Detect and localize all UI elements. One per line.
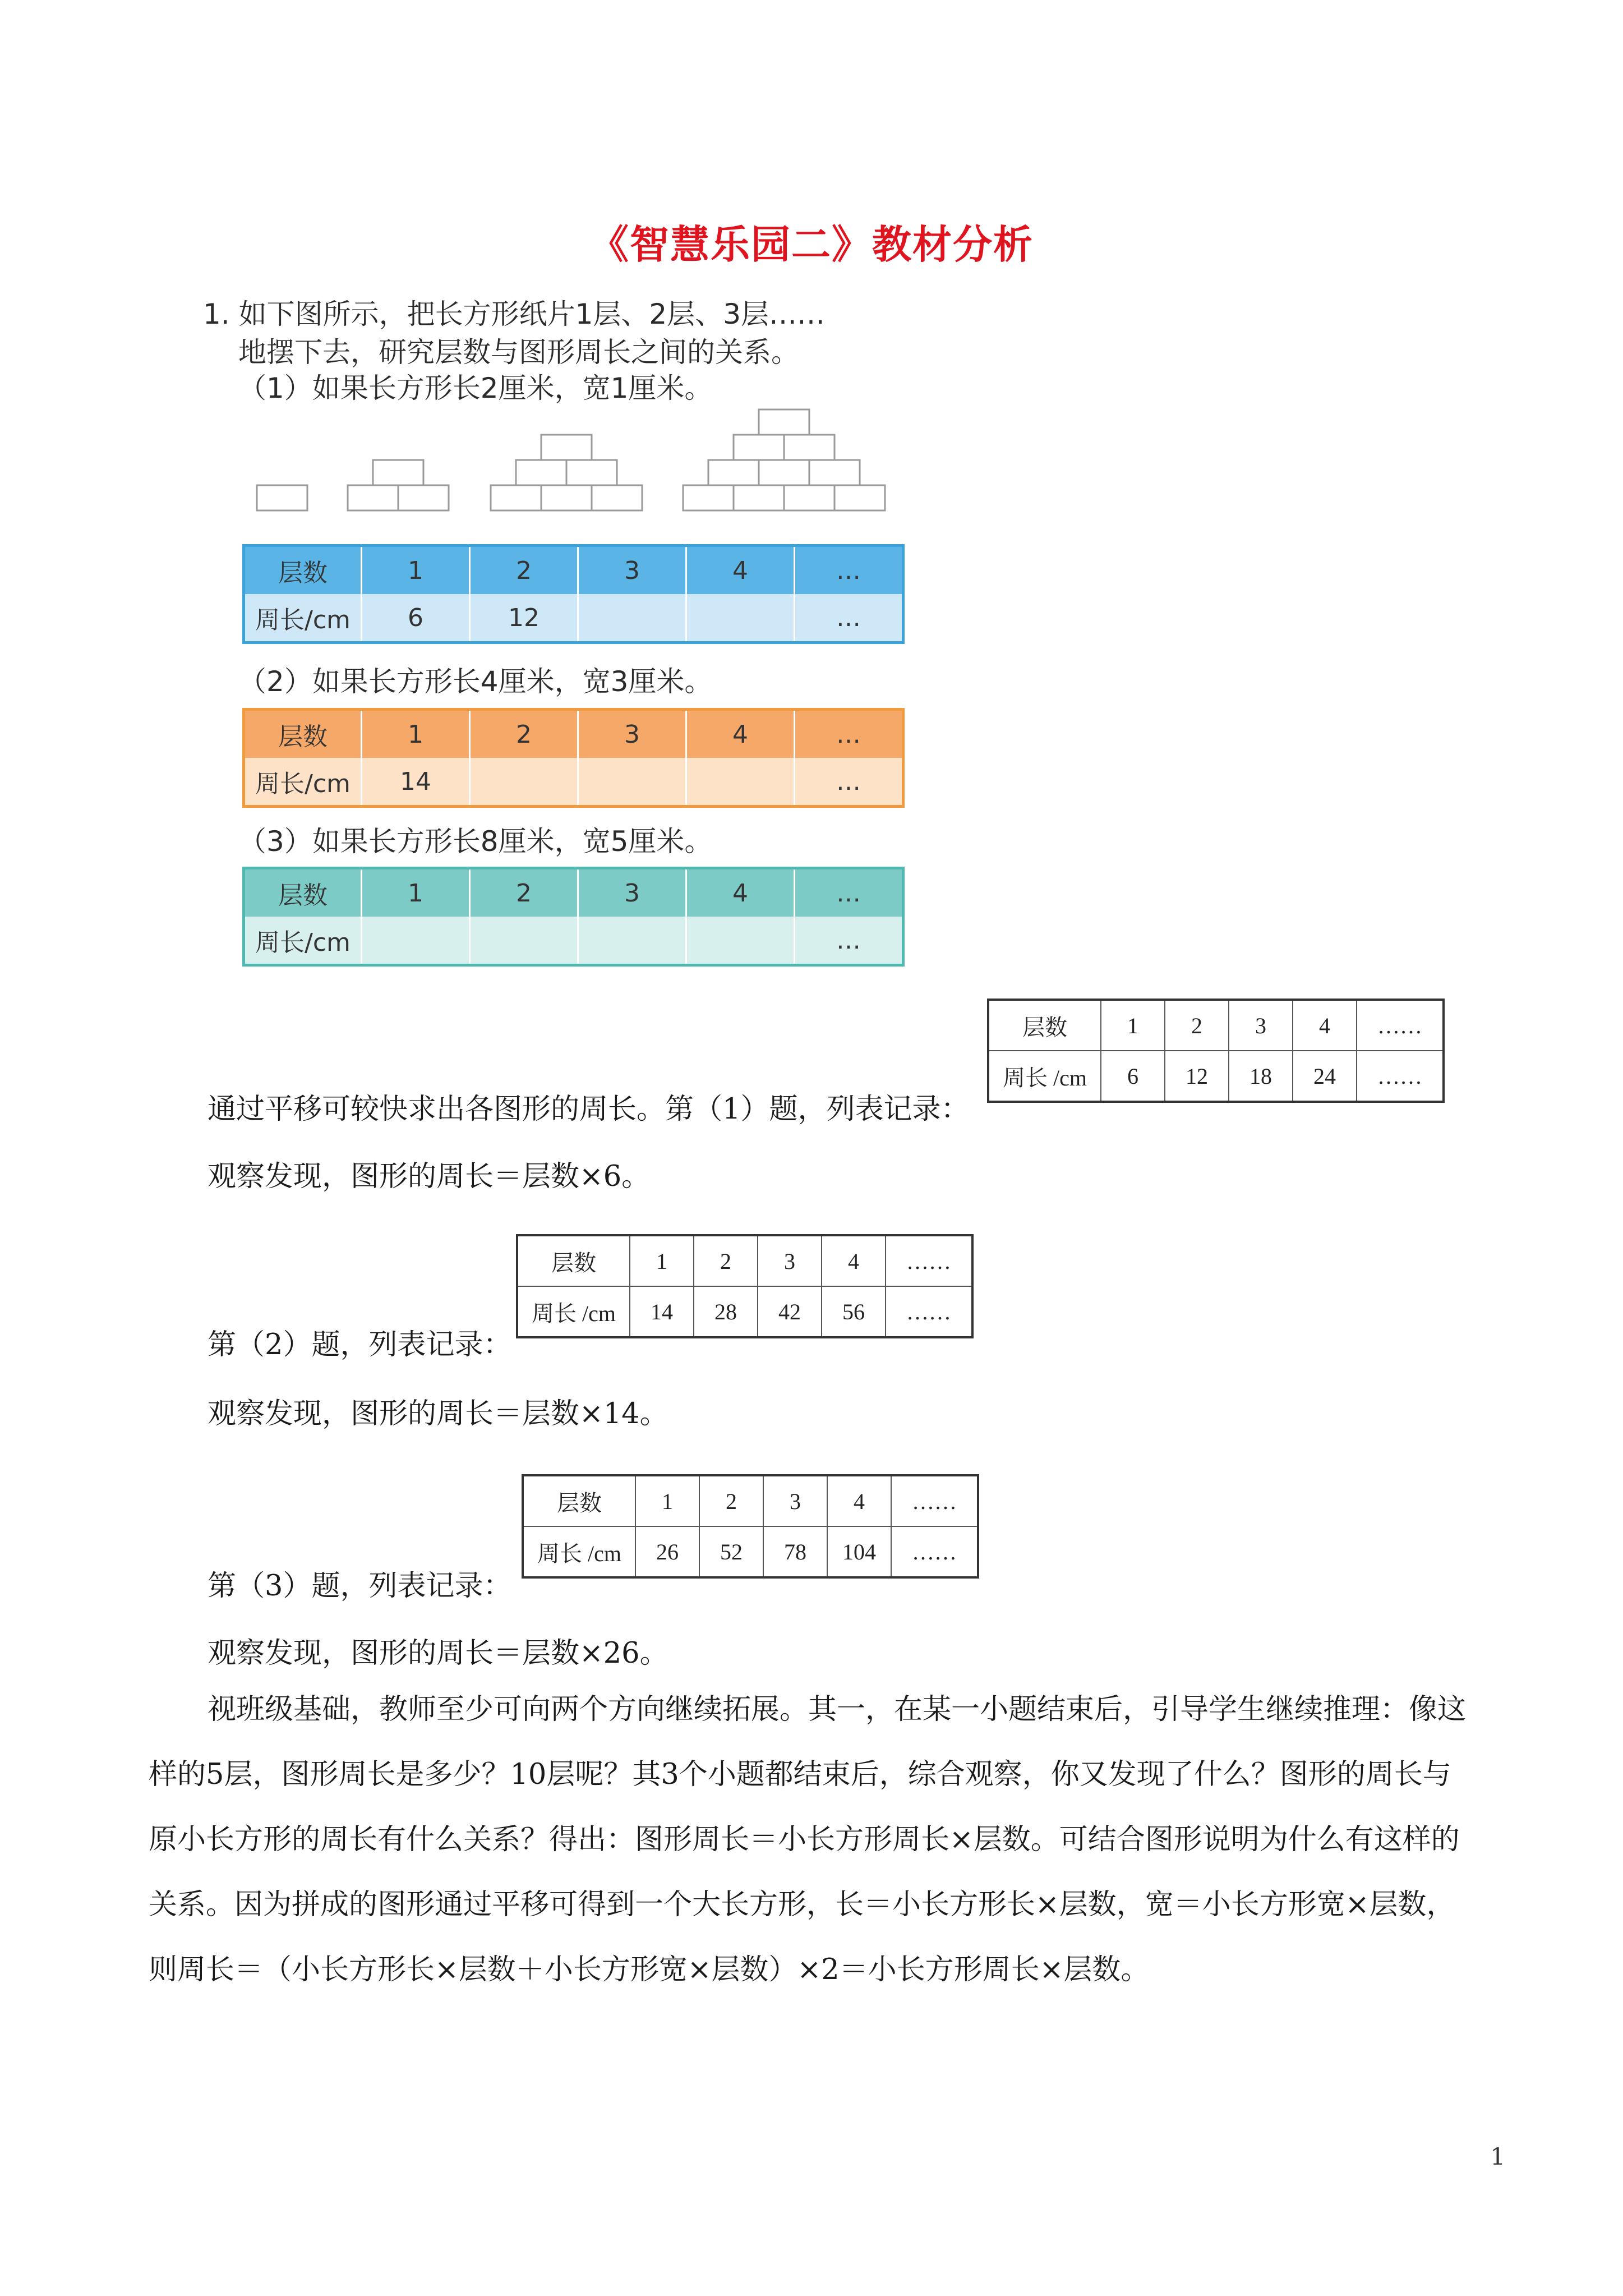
table1-cell-5: …: [795, 594, 903, 643]
table1-header-4: 4: [686, 546, 795, 595]
exercise-table-1: [242, 544, 905, 644]
table2-cell-2: [470, 758, 578, 807]
ans2-header-1: 1: [630, 1235, 694, 1286]
ans1-cell-4: 24: [1293, 1051, 1357, 1102]
extension-paragraph: [149, 1677, 1466, 2003]
table3-header-5: …: [795, 868, 903, 917]
table2-cell-1: 14: [362, 758, 470, 807]
ans2-header-2: 2: [694, 1235, 758, 1286]
table1-cell-4: [686, 594, 795, 643]
table1-header-3: 3: [578, 546, 686, 595]
ans3-header-3: 3: [763, 1475, 827, 1526]
page-number: 1: [1490, 2143, 1505, 2170]
table3-cell-1: [362, 917, 470, 965]
table2-cell-5: …: [795, 758, 903, 807]
ans3-header-5: ……: [891, 1475, 978, 1526]
ans1-cell-2: 12: [1165, 1051, 1229, 1102]
table2-header-0: 层数: [244, 710, 362, 758]
table1-header-2: 2: [470, 546, 578, 595]
ans3-header-4: 4: [827, 1475, 891, 1526]
page-title: 《智慧乐园二》教材分析: [589, 221, 1034, 268]
exercise-line-2: 地摆下去，研究层数与图形周长之间的关系。: [238, 336, 799, 369]
ans2-header-5: ……: [886, 1235, 972, 1286]
ans1-header-3: 3: [1229, 1000, 1293, 1051]
ans3-cell-2: 52: [699, 1526, 763, 1577]
analysis-p1-label: 通过平移可较快求出各图形的周长。第（1）题，列表记录：: [208, 1093, 970, 1126]
exercise-q2: （2）如果长方形长4厘米，宽3厘米。: [238, 665, 713, 698]
exercise-q3: （3）如果长方形长8厘米，宽5厘米。: [238, 825, 713, 858]
exercise-line-1: 1. 如下图所示，把长方形纸片1层、2层、3层……: [203, 298, 826, 330]
exercise-table-3: [242, 867, 905, 967]
exercise-q1: （1）如果长方形长2厘米，宽1厘米。: [238, 372, 713, 404]
analysis-p2-label: 第（2）题，列表记录：: [208, 1328, 512, 1361]
ans3-header-1: 1: [635, 1475, 699, 1526]
analysis-p3-label: 第（3）题，列表记录：: [208, 1570, 512, 1603]
paragraph-line-1: 视班级基础，教师至少可向两个方向继续拓展。其一，在某一小题结束后，引导学生继续推理：像这: [208, 1693, 1467, 1726]
analysis-p2-observation: 观察发现，图形的周长＝层数×14。: [208, 1397, 668, 1430]
ans1-cell-3: 18: [1229, 1051, 1293, 1102]
table3-header-3: 3: [578, 868, 686, 917]
table3-cell-4: [686, 917, 795, 965]
ans1-header-5: ……: [1357, 1000, 1444, 1051]
table1-header-1: 1: [362, 546, 470, 595]
ans1-cell-5: ……: [1357, 1051, 1444, 1102]
table2-header-5: …: [795, 710, 903, 758]
table1-cell-2: 12: [470, 594, 578, 643]
table3-cell-0: 周长/cm: [244, 917, 362, 965]
analysis-p1-observation: 观察发现，图形的周长＝层数×6。: [208, 1160, 651, 1193]
ans3-cell-5: ……: [891, 1526, 978, 1577]
paragraph-line-3: 原小长方形的周长有什么关系？得出：图形周长＝小长方形周长×层数。可结合图形说明为什么有这样的: [149, 1823, 1460, 1856]
analysis-p3-observation: 观察发现，图形的周长＝层数×26。: [208, 1637, 668, 1670]
exercise-table-2: [242, 708, 905, 808]
table3-cell-5: …: [795, 917, 903, 965]
table2-header-2: 2: [470, 710, 578, 758]
ans2-cell-1: 14: [630, 1286, 694, 1337]
table1-cell-3: [578, 594, 686, 643]
ans2-header-3: 3: [758, 1235, 822, 1286]
answer-table-2: [516, 1234, 974, 1338]
ans2-cell-2: 28: [694, 1286, 758, 1337]
ans3-cell-0: 周长 /cm: [523, 1526, 635, 1577]
table2-cell-3: [578, 758, 686, 807]
paragraph-line-5: 则周长＝（小长方形长×层数＋小长方形宽×层数）×2＝小长方形周长×层数。: [149, 1953, 1150, 1986]
ans1-header-2: 2: [1165, 1000, 1229, 1051]
ans3-cell-3: 78: [763, 1526, 827, 1577]
table1-cell-1: 6: [362, 594, 470, 643]
ans1-cell-1: 6: [1101, 1051, 1165, 1102]
ans3-header-0: 层数: [523, 1475, 635, 1526]
table2-header-1: 1: [362, 710, 470, 758]
ans3-cell-4: 104: [827, 1526, 891, 1577]
ans3-cell-1: 26: [635, 1526, 699, 1577]
table1-header-5: …: [795, 546, 903, 595]
ans2-cell-3: 42: [758, 1286, 822, 1337]
table2-cell-4: [686, 758, 795, 807]
ans2-header-4: 4: [822, 1235, 886, 1286]
table3-header-4: 4: [686, 868, 795, 917]
table3-header-2: 2: [470, 868, 578, 917]
ans1-cell-0: 周长 /cm: [988, 1051, 1101, 1102]
ans1-header-1: 1: [1101, 1000, 1165, 1051]
table3-header-1: 1: [362, 868, 470, 917]
ans1-header-4: 4: [1293, 1000, 1357, 1051]
ans2-cell-4: 56: [822, 1286, 886, 1337]
answer-table-1: [987, 999, 1445, 1103]
table2-cell-0: 周长/cm: [244, 758, 362, 807]
table1-header-0: 层数: [244, 546, 362, 595]
table2-header-3: 3: [578, 710, 686, 758]
table1-cell-0: 周长/cm: [244, 594, 362, 643]
stacked-rectangles-figure: [247, 404, 897, 516]
table3-cell-3: [578, 917, 686, 965]
ans2-header-0: 层数: [517, 1235, 630, 1286]
table3-cell-2: [470, 917, 578, 965]
paragraph-line-2: 样的5层，图形周长是多少？10层呢？其3个小题都结束后，综合观察，你又发现了什么？图形的周长与: [149, 1758, 1451, 1791]
ans2-cell-0: 周长 /cm: [517, 1286, 630, 1337]
ans2-cell-5: ……: [886, 1286, 972, 1337]
paragraph-line-4: 关系。因为拼成的图形通过平移可得到一个大长方形，长＝小长方形长×层数，宽＝小长方形宽×层数，: [149, 1888, 1455, 1921]
ans3-header-2: 2: [699, 1475, 763, 1526]
table3-header-0: 层数: [244, 868, 362, 917]
answer-table-3: [522, 1474, 979, 1579]
table2-header-4: 4: [686, 710, 795, 758]
ans1-header-0: 层数: [988, 1000, 1101, 1051]
